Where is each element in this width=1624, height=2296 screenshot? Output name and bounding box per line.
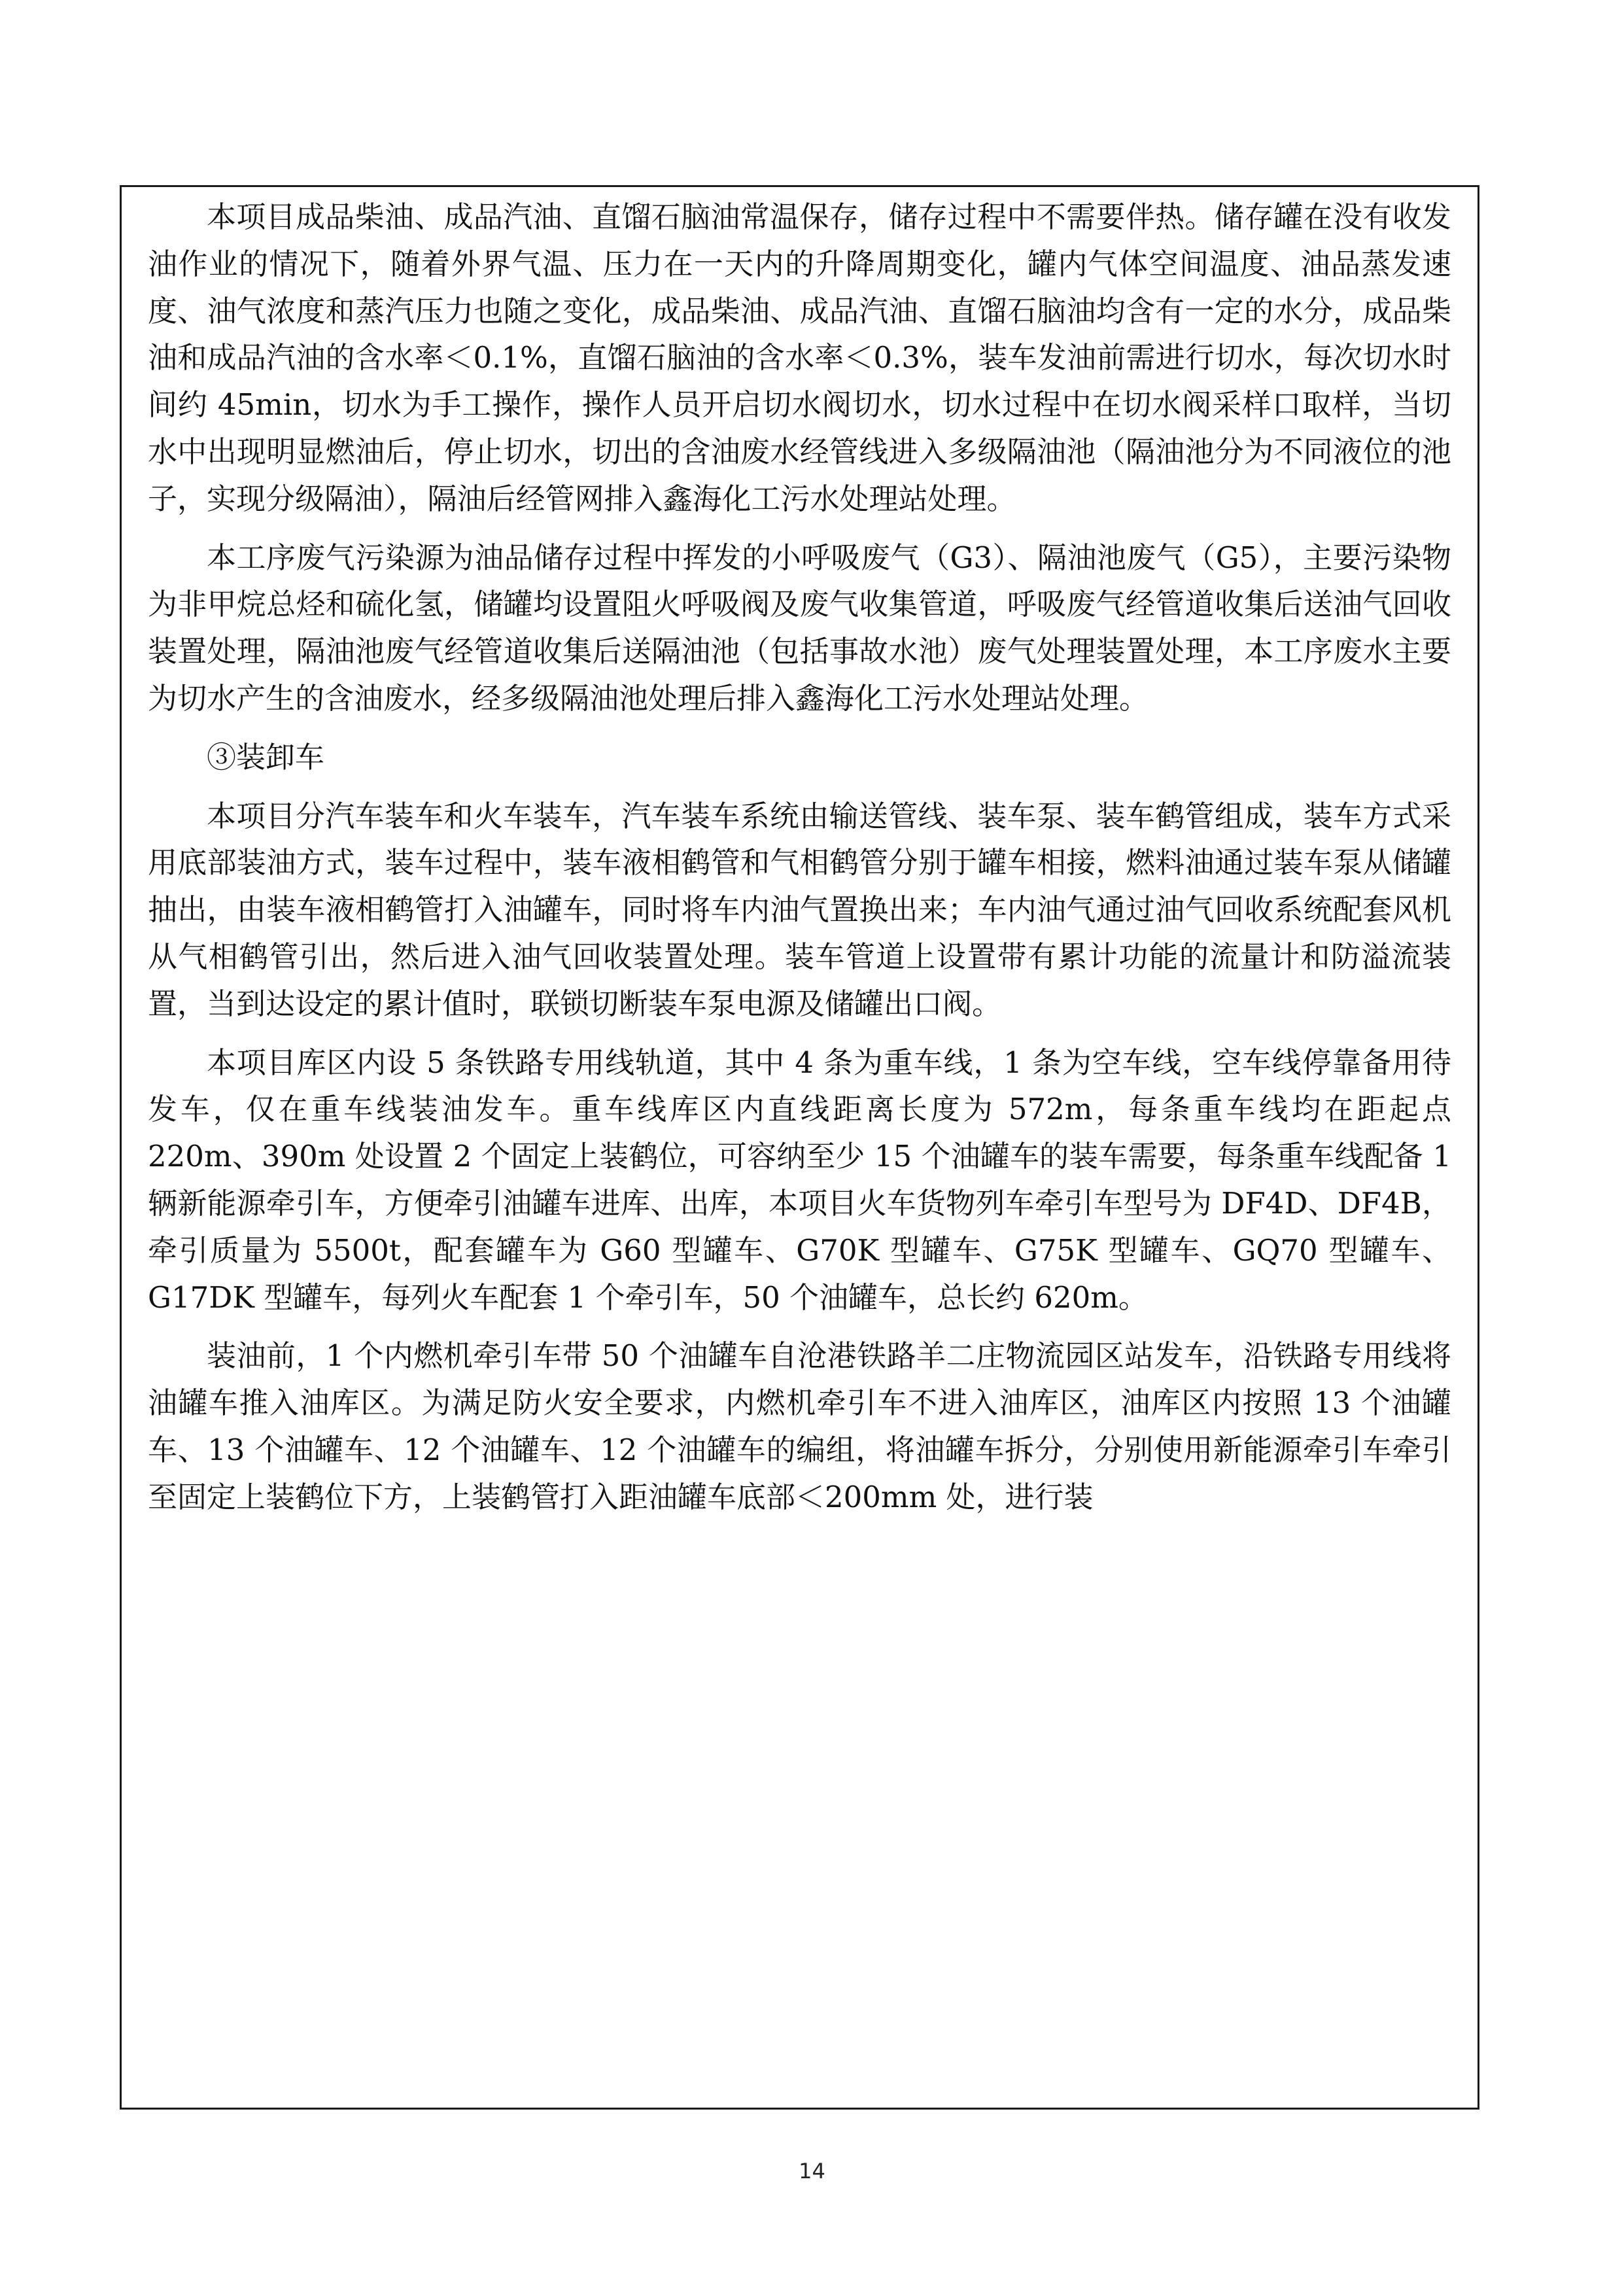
paragraph-railway-lines: 本项目库区内设 5 条铁路专用线轨道，其中 4 条为重车线，1 条为空车线，空车线停靠备用待发车，仅在重车线装油发车。重车线库区内直线距离长度为 572m，每条重车线均在距起点 220m、390m 处设置 2 个固定上装鹤位，可容纳至少 15 个油罐车的装车需要，每条重车线配备 1 辆新能源牵引车，方便牵引油罐车进库、出库，本项目火车货物列车牵引车型号为 DF4D、DF4B，牵引质量为 5500t，配套罐车为 G60 型罐车、G70K 型罐车、G75K 型罐车、GQ70 型罐车、G17DK 型罐车，每列火车配套 1 个牵引车，50 个油罐车，总长约 620m。: [148, 1045, 1451, 1315]
paragraph-waste-gas-sources: 本工序废气污染源为油品储存过程中挥发的小呼吸废气（G3）、隔油池废气（G5），主要污染物为非甲烷总烃和硫化氢，储罐均设置阻火呼吸阀及废气收集管道，呼吸废气经管道收集后送油气回收装置处理，隔油池废气经管道收集后送隔油池（包括事故水池）废气处理装置处理，本工序废水主要为切水产生的含油废水，经多级隔油池处理后排入鑫海化工污水处理站处理。: [148, 540, 1451, 716]
document-body: [122, 194, 1477, 1533]
paragraph-storage-dewatering: 本项目成品柴油、成品汽油、直馏石脑油常温保存，储存过程中不需要伴热。储存罐在没有收发油作业的情况下，随着外界气温、压力在一天内的升降周期变化，罐内气体空间温度、油品蒸发速度、油气浓度和蒸汽压力也随之变化，成品柴油、成品汽油、直馏石脑油均含有一定的水分，成品柴油和成品汽油的含水率＜0.1%，直馏石脑油的含水率＜0.3%，装车发油前需进行切水，每次切水时间约 45min，切水为手工操作，操作人员开启切水阀切水，切水过程中在切水阀采样口取样，当切水中出现明显燃油后，停止切水，切出的含油废水经管线进入多级隔油池（隔油池分为不同液位的池子，实现分级隔油），隔油后经管网排入鑫海化工污水处理站处理。: [148, 200, 1451, 516]
paragraph-truck-loading: 本项目分汽车装车和火车装车，汽车装车系统由输送管线、装车泵、装车鹤管组成，装车方式采用底部装油方式，装车过程中，装车液相鹤管和气相鹤管分别于罐车相接，燃料油通过装车泵从储罐抽出，由装车液相鹤管打入油罐车，同时将车内油气置换出来；车内油气通过油气回收系统配套风机从气相鹤管引出，然后进入油气回收装置处理。装车管道上设置带有累计功能的流量计和防溢流装置，当到达设定的累计值时，联锁切断装车泵电源及储罐出口阀。: [148, 798, 1451, 1021]
page-number: 14: [799, 2159, 825, 2183]
paragraph-train-loading-procedure: 装油前，1 个内燃机牵引车带 50 个油罐车自沧港铁路羊二庄物流园区站发车，沿铁路专用线将油罐车推入油库区。为满足防火安全要求，内燃机牵引车不进入油库区，油库区内按照 13 个油罐车、13 个油罐车、12 个油罐车、12 个油罐车的编组，将油罐车拆分，分别使用新能源牵引车牵引至固定上装鹤位下方，上装鹤管打入距油罐车底部＜200mm 处，进行装: [148, 1338, 1451, 1514]
section-heading-loading-unloading: ③装卸车: [207, 739, 325, 774]
